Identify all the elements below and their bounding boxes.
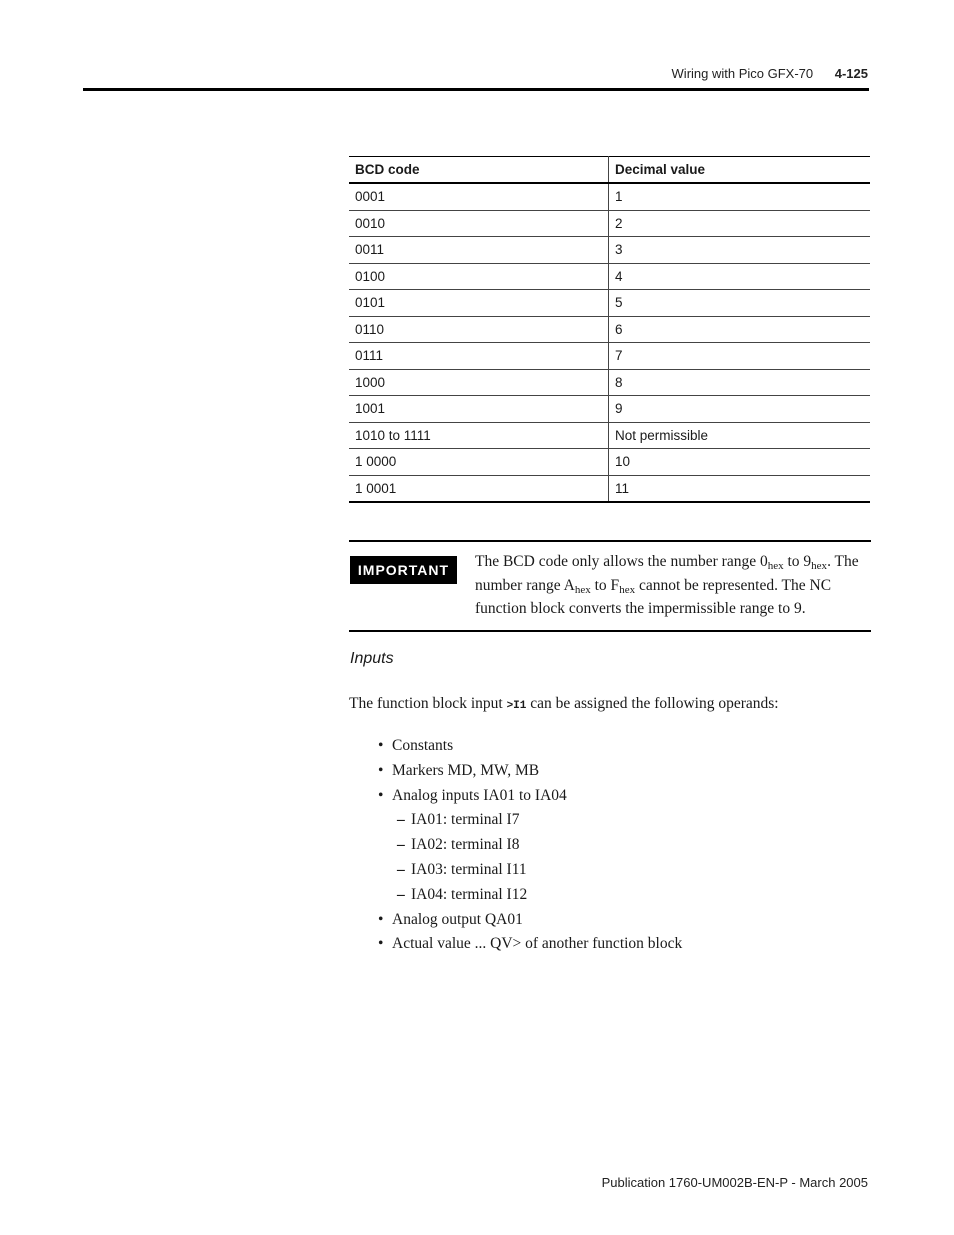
inputs-heading: Inputs bbox=[350, 650, 394, 667]
bcd-code-cell: 0001 bbox=[349, 183, 609, 210]
decimal-value-cell: 4 bbox=[609, 263, 871, 290]
table-row bbox=[349, 263, 870, 290]
bcd-code-cell: 0111 bbox=[349, 343, 609, 370]
table-row bbox=[349, 290, 870, 317]
important-label: IMPORTANT bbox=[350, 556, 457, 584]
bullet-icon: • bbox=[378, 910, 384, 928]
table-row bbox=[349, 475, 870, 502]
decimal-value-cell: 1 bbox=[609, 183, 871, 210]
bullet-icon: • bbox=[378, 935, 384, 953]
list-item: • Actual value ... QV> of another function block bbox=[378, 932, 682, 957]
table-row bbox=[349, 396, 870, 423]
decimal-value-cell: 2 bbox=[609, 210, 871, 237]
decimal-value-cell: 7 bbox=[609, 343, 871, 370]
important-note bbox=[349, 540, 871, 632]
operand-list bbox=[378, 734, 682, 957]
page-number: 4-125 bbox=[834, 66, 868, 81]
bcd-code-cell: 0110 bbox=[349, 316, 609, 343]
bullet-icon: • bbox=[378, 786, 384, 804]
bcd-code-cell: 1000 bbox=[349, 369, 609, 396]
dash-icon: – bbox=[397, 860, 405, 878]
bullet-icon: • bbox=[378, 761, 384, 779]
decimal-value-cell: 6 bbox=[609, 316, 871, 343]
decimal-value-cell: 9 bbox=[609, 396, 871, 423]
list-item: • Markers MD, MW, MB bbox=[378, 759, 682, 784]
table-row bbox=[349, 183, 870, 210]
sub-list-item: – IA03: terminal I11 bbox=[378, 858, 682, 883]
bcd-code-cell: 0100 bbox=[349, 263, 609, 290]
dash-icon: – bbox=[397, 836, 405, 854]
bcd-code-cell: 1 0000 bbox=[349, 449, 609, 476]
decimal-value-cell: 8 bbox=[609, 369, 871, 396]
table-row bbox=[349, 210, 870, 237]
table-header-row bbox=[349, 157, 870, 184]
bcd-code-cell: 1 0001 bbox=[349, 475, 609, 502]
dash-icon: – bbox=[397, 885, 405, 903]
bcd-code-cell: 0010 bbox=[349, 210, 609, 237]
decimal-value-cell: 3 bbox=[609, 237, 871, 264]
bcd-code-cell: 0101 bbox=[349, 290, 609, 317]
decimal-value-cell: Not permissible bbox=[609, 422, 871, 449]
table-row bbox=[349, 369, 870, 396]
dash-icon: – bbox=[397, 811, 405, 829]
table-row bbox=[349, 343, 870, 370]
table-row bbox=[349, 422, 870, 449]
header-rule bbox=[83, 88, 869, 91]
decimal-value-cell: 11 bbox=[609, 475, 871, 502]
table-row bbox=[349, 237, 870, 264]
table-row bbox=[349, 449, 870, 476]
list-item: • Constants bbox=[378, 734, 682, 759]
running-header bbox=[672, 66, 868, 81]
bullet-icon: • bbox=[378, 737, 384, 754]
chapter-title: Wiring with Pico GFX-70 bbox=[671, 66, 814, 81]
bcd-code-cell: 0011 bbox=[349, 237, 609, 264]
sub-list-item: – IA01: terminal I7 bbox=[378, 808, 682, 833]
column-header-decimal-value: Decimal value bbox=[609, 157, 871, 184]
input-code: >I1 bbox=[506, 700, 527, 712]
list-item: • Analog inputs IA01 to IA04 bbox=[378, 784, 682, 809]
bcd-table bbox=[349, 156, 870, 503]
list-item: • Analog output QA01 bbox=[378, 908, 682, 933]
important-text: The BCD code only allows the number range $0_{hex}$ to $9_{hex}$. The number range $A_{hex}$ to $F_{hex}$ cannot be represented. The NC function block converts the impermissible range to 9. bbox=[475, 553, 859, 617]
bcd-code-cell: 1010 to 1111 bbox=[349, 422, 609, 449]
table-row bbox=[349, 316, 870, 343]
bcd-code-cell: 1001 bbox=[349, 396, 609, 423]
sub-list-item: – IA02: terminal I8 bbox=[378, 833, 682, 858]
inputs-intro: The function block input >I1 can be assigned the following operands: bbox=[349, 695, 779, 712]
decimal-value-cell: 5 bbox=[609, 290, 871, 317]
sub-list-item: – IA04: terminal I12 bbox=[378, 883, 682, 908]
publication-footer: Publication 1760-UM002B-EN-P - March 2005 bbox=[601, 1175, 868, 1190]
decimal-value-cell: 10 bbox=[609, 449, 871, 476]
column-header-bcd-code: BCD code bbox=[349, 157, 609, 184]
